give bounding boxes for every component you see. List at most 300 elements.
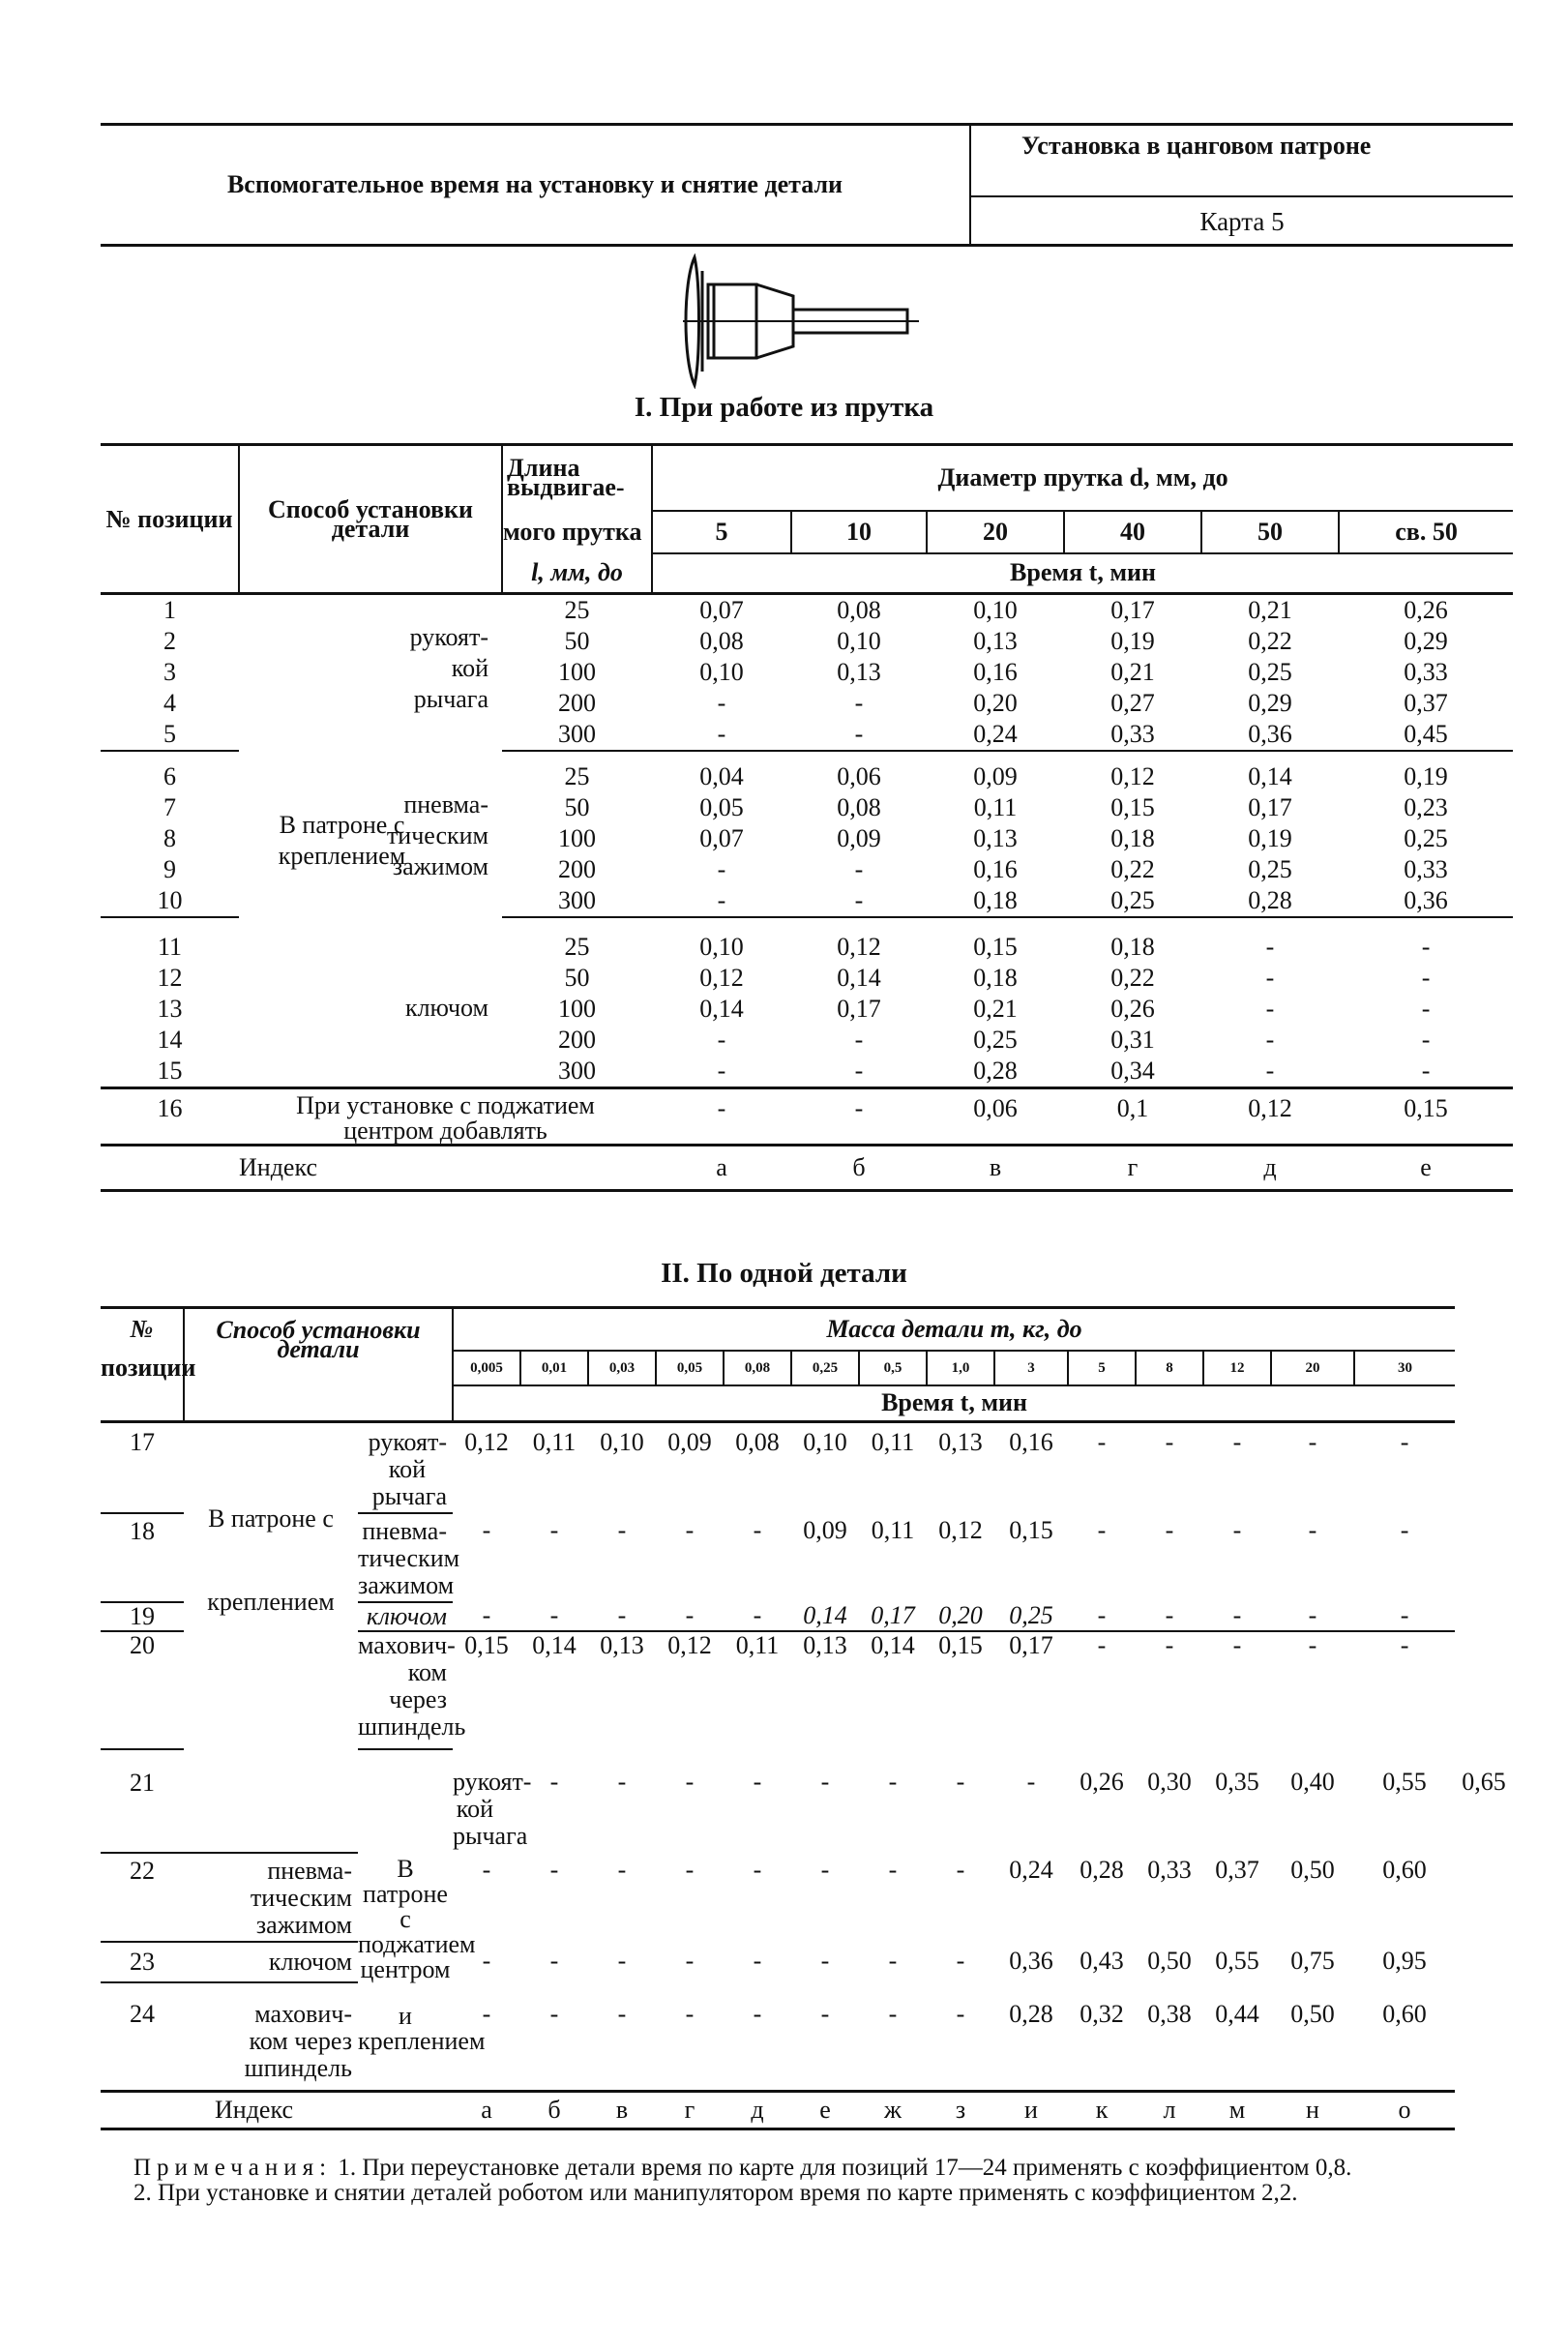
header-mass-col: 1,0 — [927, 1351, 994, 1385]
time-value: 0,14 — [699, 995, 744, 1023]
time-value: - — [1354, 1602, 1455, 1631]
time-value: 0,12 — [837, 933, 881, 961]
position-number: 15 — [157, 1057, 183, 1085]
length-value: 300 — [558, 1057, 597, 1085]
time-value: 0,44 — [1203, 2001, 1271, 2092]
time-value: 0,18 — [927, 885, 1064, 917]
time-value: 0,21 — [973, 995, 1018, 1023]
time-value: - — [753, 1856, 762, 1884]
method-sub-line: рукоят- — [453, 1768, 532, 1796]
method-sub-line: кой — [451, 654, 489, 682]
time-value: - — [652, 719, 791, 751]
length-value: 100 — [558, 824, 597, 852]
time-value: - — [1165, 1516, 1174, 1544]
time-value: 0,55 — [1215, 1947, 1259, 1975]
position-number: 4 — [163, 689, 176, 717]
notes — [101, 2156, 1494, 2206]
time-value: - — [956, 1947, 965, 1975]
time-value: 0,36 — [1201, 719, 1339, 751]
time-value: - — [1308, 1428, 1317, 1456]
method-main-line: центром — [360, 1955, 451, 1983]
time-value: 0,15 — [973, 933, 1018, 961]
header-mass-col: 5 — [1068, 1351, 1136, 1385]
header-spacer — [101, 1385, 184, 1422]
header-mass-col: 30 — [1354, 1351, 1455, 1385]
time-value: 0,36 — [1009, 1947, 1053, 1975]
length-value: 50 — [564, 627, 590, 655]
time-value: 0,25 — [1248, 658, 1292, 686]
method-sub-line: зажимом — [255, 1911, 352, 1939]
time-value: 0,26 — [1080, 1768, 1124, 1796]
time-value: - — [617, 1516, 627, 1544]
index-value: и — [994, 2092, 1068, 2129]
index-value: г — [656, 2092, 724, 2129]
method-sub-line: махович- — [358, 1631, 456, 1659]
notes-label: Примечания: — [133, 2155, 333, 2181]
position-number: 12 — [157, 964, 183, 992]
header-mass-col: 0,05 — [656, 1351, 724, 1385]
time-value: 0,16 — [973, 658, 1018, 686]
time-value: 0,21 — [1110, 658, 1155, 686]
header-mass-col: 0,08 — [724, 1351, 791, 1385]
time-value: - — [854, 855, 864, 883]
time-value: - — [854, 689, 864, 717]
time-value: 0,36 — [1339, 885, 1513, 917]
index-value: в — [927, 1146, 1064, 1191]
time-value: - — [549, 1516, 559, 1544]
method-sub-cell — [358, 1422, 453, 1511]
header-mass: Масса детали m, кг, до — [453, 1308, 1455, 1351]
time-value: 0,50 — [1290, 1856, 1335, 1884]
time-value: 0,55 — [1382, 1768, 1427, 1796]
time-value: 0,11 — [871, 1516, 915, 1544]
time-value: - — [685, 1516, 695, 1544]
index-value: а — [453, 2092, 520, 2129]
time-value: 0,12 — [938, 1516, 983, 1544]
time-value: 0,06 — [927, 1088, 1064, 1146]
header-diam-col: 10 — [791, 511, 927, 553]
time-value: 0,12 — [667, 1631, 712, 1659]
time-value: - — [956, 1856, 965, 1884]
time-value: 0,22 — [1110, 964, 1155, 992]
method-main-cell — [184, 1422, 358, 1851]
time-value: - — [1265, 933, 1275, 961]
time-value: 0,14 — [791, 1602, 859, 1631]
row-spacer — [101, 1982, 1354, 2001]
position-number: 13 — [157, 995, 183, 1023]
time-value: - — [1400, 1516, 1409, 1544]
time-value: - — [685, 1768, 695, 1796]
time-value: 0,17 — [1110, 596, 1155, 624]
time-value: 0,28 — [973, 1057, 1018, 1085]
header-mass-col: 0,25 — [791, 1351, 859, 1385]
index-value: д — [1201, 1146, 1339, 1191]
time-value: 0,13 — [803, 1631, 847, 1659]
time-value: - — [1421, 995, 1431, 1023]
note-1-text: 1. При переустановке детали время по карте для позиций 17—24 применять с коэффициентом 0,8. — [338, 2155, 1352, 2181]
method-main-line: В патроне с — [279, 811, 405, 839]
position-number: 5 — [101, 719, 239, 751]
time-value: - — [1165, 1428, 1174, 1456]
time-value: 0,95 — [1382, 1947, 1427, 1975]
time-value: - — [717, 855, 726, 883]
length-value: 100 — [558, 658, 597, 686]
time-value: - — [1308, 1631, 1317, 1659]
time-value: - — [820, 1856, 830, 1884]
section-1-title: I. При работе из прутка — [634, 392, 934, 423]
method-main-line: и креплением — [358, 2002, 486, 2055]
position-number: 22 — [130, 1857, 155, 1885]
time-value: 0,10 — [803, 1428, 847, 1456]
index-value: з — [927, 2092, 994, 2129]
position-number: 3 — [163, 658, 176, 686]
time-value: - — [791, 1088, 927, 1146]
length-value: 200 — [558, 1026, 597, 1054]
time-value: 0,08 — [735, 1428, 780, 1456]
time-value: 0,33 — [1064, 719, 1201, 751]
section-2-title: II. По одной детали — [661, 1258, 907, 1289]
header-time: Время t, мин — [652, 553, 1513, 594]
time-value: 0,34 — [1110, 1057, 1155, 1085]
time-value: 0,05 — [699, 793, 744, 821]
time-value: 0,09 — [837, 824, 881, 852]
time-value: 0,26 — [1404, 596, 1448, 624]
time-value: 0,38 — [1136, 2001, 1203, 2092]
collet-chuck-drawing-icon — [677, 253, 929, 389]
position-number: 1 — [163, 596, 176, 624]
header-position: № — [101, 1308, 184, 1351]
time-value: - — [859, 2001, 927, 2092]
time-value: - — [1165, 1631, 1174, 1659]
time-value: - — [520, 1602, 588, 1631]
time-value: - — [1232, 1631, 1242, 1659]
position-number: 2 — [163, 627, 176, 655]
length-value: 200 — [558, 689, 597, 717]
time-value: 0,45 — [1339, 719, 1513, 751]
time-value: 0,13 — [973, 824, 1018, 852]
method-sub-line: пневма- — [403, 790, 489, 819]
time-value: - — [1203, 1602, 1271, 1631]
method-sub-cell — [358, 1631, 466, 1749]
method-main-line: с поджатием — [358, 1905, 476, 1958]
time-value: 0,15 — [1009, 1516, 1053, 1544]
index-label: Индекс — [184, 2092, 453, 2129]
time-value: - — [724, 2001, 791, 2092]
time-value: - — [656, 2001, 724, 2092]
time-value: 0,11 — [735, 1631, 780, 1659]
time-value: 0,19 — [1110, 627, 1155, 655]
method-main-line: креплением — [278, 842, 406, 870]
time-value: 0,14 — [837, 964, 881, 992]
time-value: - — [1421, 1057, 1431, 1085]
time-value: - — [854, 1057, 864, 1085]
time-value: 0,37 — [1404, 689, 1448, 717]
method-sub-line: рычага — [371, 1482, 448, 1510]
method-sub-line: ключом — [268, 1948, 352, 1976]
time-value: - — [482, 1947, 491, 1975]
time-value: - — [956, 1768, 965, 1796]
time-value: - — [1265, 1026, 1275, 1054]
time-value: 0,15 — [464, 1631, 509, 1659]
time-value: 0,11 — [973, 793, 1018, 821]
header-mass-col: 20 — [1271, 1351, 1354, 1385]
time-value: 0,14 — [871, 1631, 915, 1659]
method-sub-line: зажимом — [358, 1571, 455, 1599]
time-value: 0,13 — [600, 1631, 644, 1659]
method-sub-cell — [404, 917, 502, 1088]
header-position-2: позиции — [101, 1351, 184, 1385]
time-value: - — [1400, 1428, 1409, 1456]
time-value: 0,40 — [1290, 1768, 1335, 1796]
position-number: 8 — [163, 824, 176, 852]
time-value: - — [1097, 1516, 1107, 1544]
time-value: 0,14 — [532, 1631, 577, 1659]
index-label: Индекс — [239, 1146, 652, 1191]
time-value: - — [652, 1088, 791, 1146]
index-value: а — [652, 1146, 791, 1191]
time-value: - — [753, 1768, 762, 1796]
time-value: - — [1136, 1602, 1203, 1631]
header-diam-col: 50 — [1201, 511, 1339, 553]
position-number: 10 — [101, 885, 239, 917]
time-value: - — [1265, 995, 1275, 1023]
time-value: - — [1232, 1428, 1242, 1456]
position-number: 18 — [130, 1517, 155, 1545]
time-value: 0,33 — [1404, 855, 1448, 883]
time-value: 0,32 — [1068, 2001, 1136, 2092]
method-sub-cell — [184, 2001, 358, 2092]
index-value: д — [724, 2092, 791, 2129]
time-value: - — [1232, 1516, 1242, 1544]
time-value: 0,25 — [973, 1026, 1018, 1054]
header-method: Способ установки детали — [239, 445, 502, 594]
time-value: 0,35 — [1215, 1768, 1259, 1796]
time-value: - — [549, 1947, 559, 1975]
time-value: 0,60 — [1354, 2001, 1455, 2092]
time-value: 0,06 — [837, 762, 881, 790]
time-value: - — [1068, 1602, 1136, 1631]
time-value: - — [888, 1947, 898, 1975]
time-value: - — [656, 1602, 724, 1631]
method-sub-line: махович- — [254, 2000, 352, 2028]
index-value: м — [1203, 2092, 1271, 2129]
time-value: 0,28 — [994, 2001, 1068, 2092]
length-value: 300 — [502, 719, 652, 751]
time-value: 0,09 — [803, 1516, 847, 1544]
time-value: 0,27 — [1110, 689, 1155, 717]
header-length-2: мого прутка — [502, 511, 652, 553]
time-value: 0,10 — [699, 658, 744, 686]
time-value: 0,29 — [1404, 627, 1448, 655]
time-value: - — [717, 689, 726, 717]
time-value: - — [1097, 1631, 1107, 1659]
time-value: 0,08 — [837, 793, 881, 821]
note-2: 2. При установке и снятии деталей роботом или манипулятором время по карте применять с коэффициентом 2,2. — [133, 2180, 1298, 2206]
time-value: 0,12 — [464, 1428, 509, 1456]
time-value: 0,11 — [532, 1428, 577, 1456]
method-sub-cell — [453, 1749, 532, 1850]
time-value: - — [652, 885, 791, 917]
method-main-line: В патроне — [363, 1855, 448, 1908]
time-value: 0,09 — [667, 1428, 712, 1456]
method-sub-cell — [358, 1602, 453, 1631]
time-value: - — [588, 2001, 656, 2092]
index-value: в — [588, 2092, 656, 2129]
time-value: 0,17 — [837, 995, 881, 1023]
method-sub-line: рукоят- — [368, 1428, 448, 1456]
time-value: 0,12 — [699, 964, 744, 992]
time-value: 0,17 — [1009, 1631, 1053, 1659]
method-sub-line: рычага — [453, 1822, 528, 1850]
index-value: е — [791, 2092, 859, 2129]
time-value: - — [549, 1856, 559, 1884]
index-spacer — [101, 2092, 184, 2129]
time-value: 0,15 — [1110, 793, 1155, 821]
time-value: 0,10 — [973, 596, 1018, 624]
header-method: Способ установки детали — [184, 1308, 453, 1422]
time-value: 0,25 — [1404, 824, 1448, 852]
time-value: 0,28 — [1201, 885, 1339, 917]
time-value: 0,26 — [1110, 995, 1155, 1023]
table-bar-stock — [101, 443, 1513, 1192]
method-sub-cell — [184, 1853, 358, 1939]
time-value: - — [717, 1057, 726, 1085]
time-value: - — [820, 1768, 830, 1796]
method-sub-line: тическим — [358, 1544, 460, 1572]
method-main-line: В патроне с — [208, 1504, 334, 1533]
length-value: 100 — [558, 995, 597, 1023]
method-sub-line: ком через — [249, 2027, 352, 2055]
method-sub-line: кой — [456, 1795, 494, 1823]
time-value: - — [1421, 964, 1431, 992]
card-subtitle: Установка в цанговом патроне — [971, 126, 1513, 197]
header-time: Время t, мин — [453, 1385, 1455, 1422]
time-value: 0,09 — [973, 762, 1018, 790]
method-main-line: креплением — [207, 1588, 335, 1616]
note-1 — [101, 2156, 1494, 2181]
time-value: - — [791, 719, 927, 751]
method-sub-line: кой — [388, 1455, 427, 1483]
time-value: - — [1265, 964, 1275, 992]
index-value: н — [1271, 2092, 1354, 2129]
header-mass-col: 0,03 — [588, 1351, 656, 1385]
method-sub-cell — [358, 1513, 460, 1599]
header-mass-col: 12 — [1203, 1351, 1271, 1385]
time-value: 0,13 — [973, 627, 1018, 655]
time-value: 0,17 — [859, 1602, 927, 1631]
card-header-right — [971, 126, 1513, 244]
position-number: 20 — [101, 1631, 184, 1749]
position-number: 24 — [101, 2001, 184, 2092]
time-value: 0,29 — [1248, 689, 1292, 717]
card-title: Вспомогательное время на установку и снятие детали — [101, 126, 971, 244]
method-sub-line: шпиндель — [244, 2054, 352, 2082]
time-value: 0,18 — [1110, 824, 1155, 852]
header-mass-col: 0,5 — [859, 1351, 927, 1385]
time-value: - — [927, 2001, 994, 2092]
method-sub-line: ком через — [389, 1658, 448, 1713]
index-value: е — [1339, 1146, 1513, 1191]
time-value: - — [588, 1602, 656, 1631]
time-value: 0,07 — [699, 824, 744, 852]
header-mass-col: 8 — [1136, 1351, 1203, 1385]
time-value: - — [520, 2001, 588, 2092]
time-value: 0,16 — [973, 855, 1018, 883]
time-value: - — [1265, 1057, 1275, 1085]
method-sub-cell — [409, 594, 502, 752]
method-sub-line: пневма- — [267, 1857, 352, 1885]
time-value: 0,24 — [1009, 1856, 1053, 1884]
position-number: 19 — [101, 1602, 184, 1631]
time-value: 0,13 — [938, 1428, 983, 1456]
time-value: - — [888, 1856, 898, 1884]
time-value: - — [1271, 1602, 1354, 1631]
method-sub-line: ключом — [367, 1602, 448, 1630]
time-value: - — [482, 1856, 491, 1884]
position-number: 14 — [157, 1026, 183, 1054]
method-sub-line: рукоят- — [409, 623, 489, 651]
index-value: б — [520, 2092, 588, 2129]
time-value: 0,50 — [1271, 2001, 1354, 2092]
time-value: - — [1400, 1631, 1409, 1659]
time-value: 0,50 — [1147, 1947, 1192, 1975]
time-value: 0,24 — [927, 719, 1064, 751]
header-mass-col: 3 — [994, 1351, 1068, 1385]
method-sub-cell — [184, 1942, 358, 1982]
time-value: - — [753, 1947, 762, 1975]
header-diam-col: 40 — [1064, 511, 1201, 553]
time-value: - — [617, 1947, 627, 1975]
method-sub-line: тическим — [386, 821, 489, 849]
time-value: - — [482, 1516, 491, 1544]
row16-line: центром добавлять — [343, 1116, 547, 1145]
time-value: 0,43 — [1080, 1947, 1124, 1975]
time-value: 0,07 — [699, 596, 744, 624]
time-value: 0,18 — [1110, 933, 1155, 961]
time-value: - — [791, 885, 927, 917]
position-number: 16 — [101, 1088, 239, 1146]
length-value: 300 — [502, 885, 652, 917]
position-number: 17 — [130, 1428, 155, 1456]
time-value: 0,11 — [871, 1428, 915, 1456]
time-value: 0,33 — [1404, 658, 1448, 686]
length-value: 50 — [564, 793, 590, 821]
time-value: 0,65 — [1462, 1768, 1506, 1796]
time-value: 0,15 — [1339, 1088, 1513, 1146]
card-number: Карта 5 — [1199, 206, 1285, 236]
header-length-1: Длина выдвигае- — [502, 445, 652, 511]
time-value: 0,19 — [1404, 762, 1448, 790]
header-mass-col: 0,01 — [520, 1351, 588, 1385]
method-sub-line: пневма- — [362, 1517, 448, 1545]
position-number: 11 — [157, 933, 183, 961]
time-value: 0,04 — [699, 762, 744, 790]
header-diam-col: 20 — [927, 511, 1064, 553]
method-sub-line: шпиндель — [358, 1712, 466, 1741]
time-value: - — [724, 1602, 791, 1631]
time-value: 0,10 — [600, 1428, 644, 1456]
method-sub-line: тическим — [250, 1884, 352, 1912]
length-value: 25 — [564, 596, 590, 624]
time-value: 0,20 — [973, 689, 1018, 717]
time-value: 0,22 — [1248, 627, 1292, 655]
time-value: - — [453, 2001, 520, 2092]
time-value: 0,25 — [994, 1602, 1068, 1631]
method-sub-line: зажимом — [392, 852, 489, 880]
time-value: - — [888, 1768, 898, 1796]
length-value: 25 — [564, 933, 590, 961]
time-value: 0,23 — [1404, 793, 1448, 821]
